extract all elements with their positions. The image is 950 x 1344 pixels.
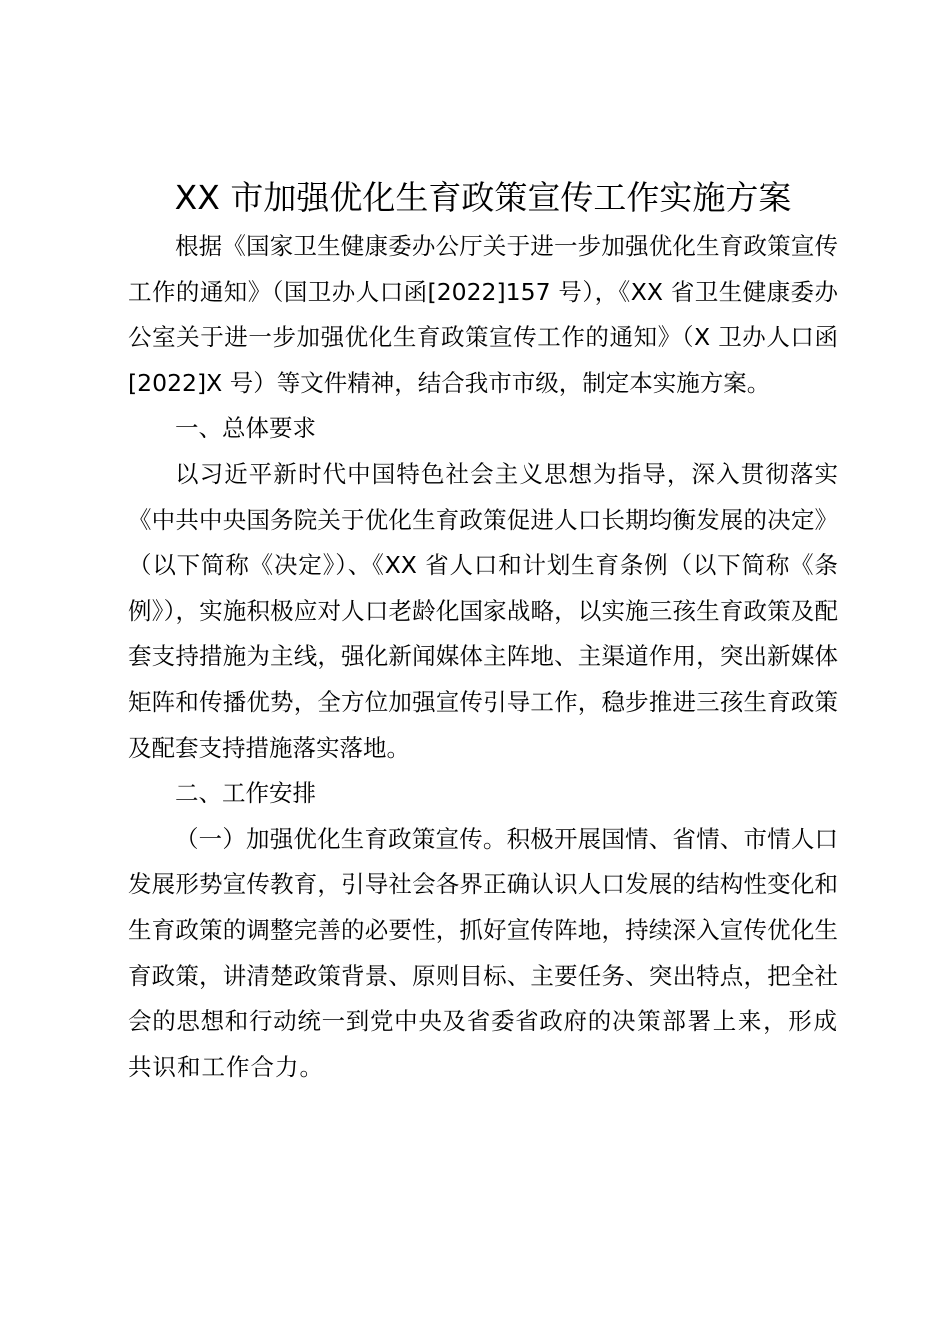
- section-heading-work-arrangement: 二、工作安排: [175, 779, 316, 808]
- section-heading-general-requirements: 一、总体要求: [175, 414, 316, 443]
- work-arrangement-item-1-tail: 决策部署上来，形成共识和工作合力。: [128, 1007, 839, 1081]
- document-page: [128, 172, 838, 1090]
- work-arrangement-item-1-paragraph: [128, 817, 838, 1091]
- document-title: XX 市加强优化生育政策宣传工作实施方案: [174, 178, 792, 217]
- intro-paragraph: 根据《国家卫生健康委办公厅关于进一步加强优化生育政策宣传工作的通知》（国卫办人口函[2022]157 号），《XX 省卫生健康委办公室关于进一步加强优化生育政策宣传工作的通知》（X 卫办人口函[2022]X 号）等文件精神，结合我市市级，制定本实施方案。: [128, 232, 838, 397]
- work-arrangement-item-1-body: （一）加强优化生育政策宣传。积极开展国情、省情、市情人口发展形势宣传教育，引导社会各界正确认识人口发展的结构性变化和生育政策的调整完善的必要性，抓好宣传阵地，持续深入宣传优化生育政策，讲清楚政策背景、原则目标、主要任务、突出特点，把全社会的思想和行动统一到党中央及省委省政府的: [128, 824, 838, 1036]
- general-requirements-paragraph: 以习近平新时代中国特色社会主义思想为指导，深入贯彻落实《中共中央国务院关于优化生育政策促进人口长期均衡发展的决定》（以下简称《决定》）、《XX 省人口和计划生育条例（以下简称《条例》），实施积极应对人口老龄化国家战略，以实施三孩生育政策及配套支持措施为主线，强化新闻媒体主阵地、主渠道作用，突出新媒体矩阵和传播优势，全方位加强宣传引导工作，稳步推进三孩生育政策及配套支持措施落实落地。: [128, 459, 838, 762]
